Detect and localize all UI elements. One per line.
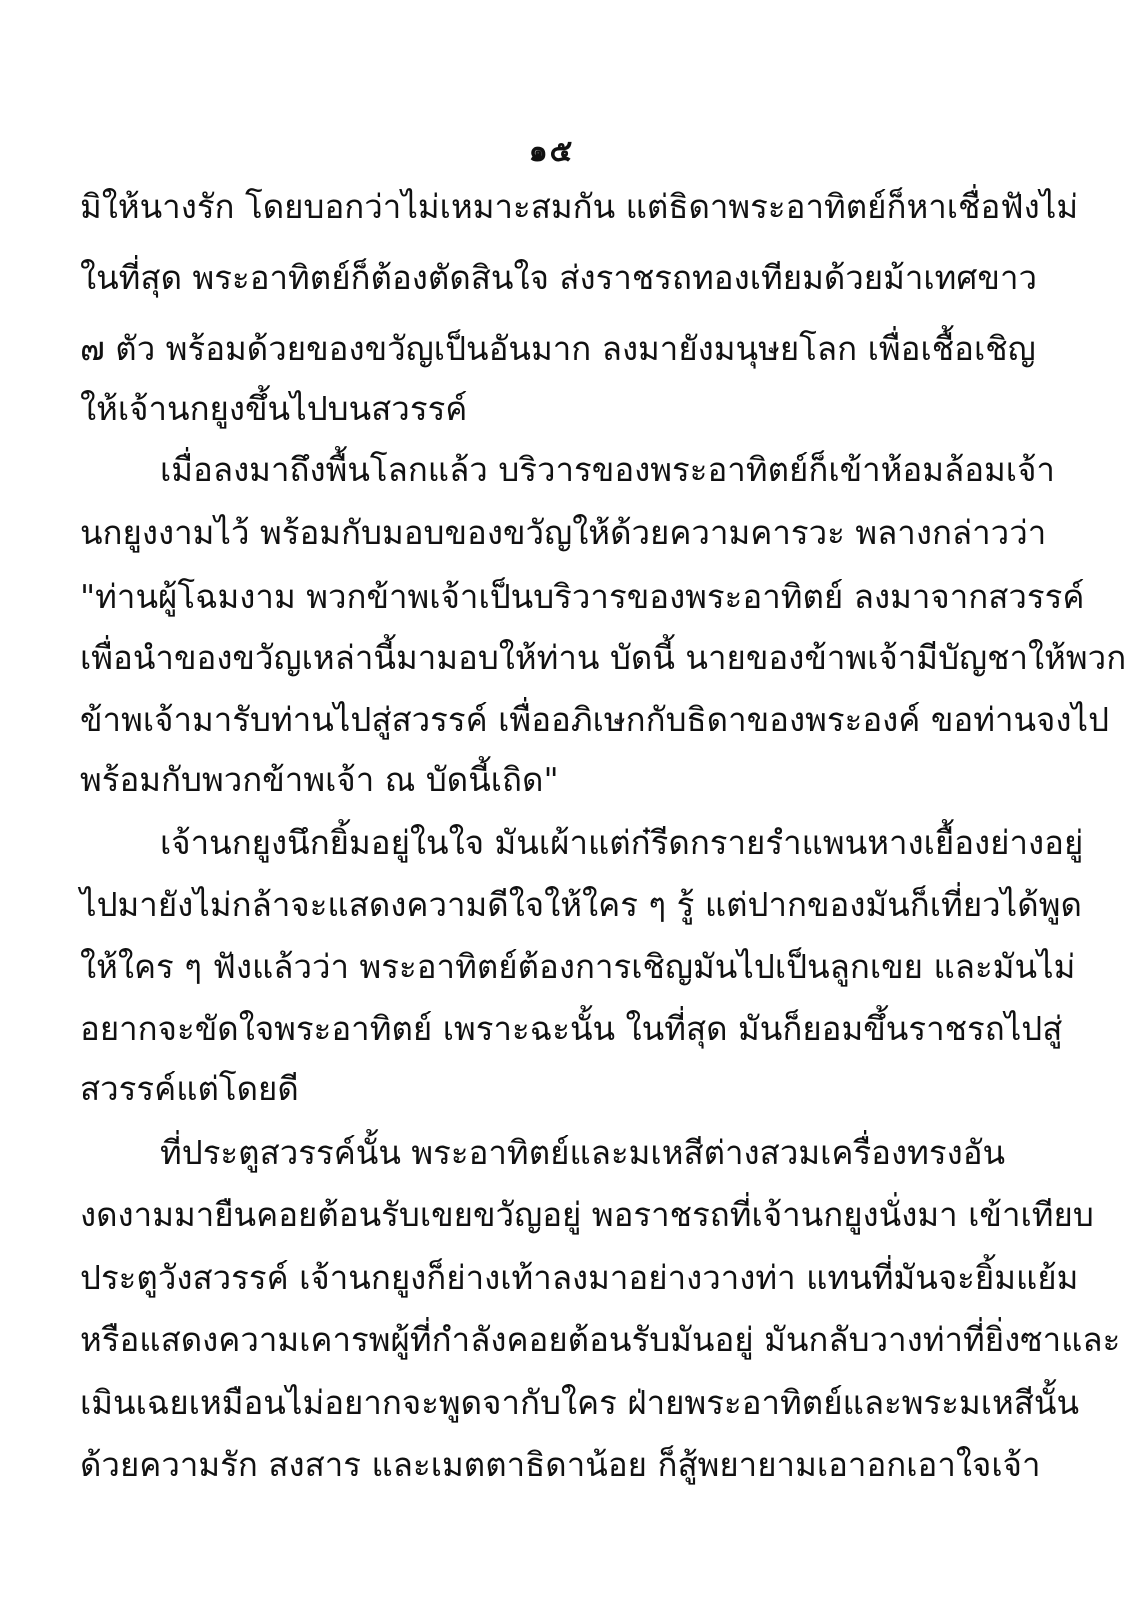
text-line: นกยูงงามไว้ พร้อมกับมอบของขวัญให้ด้วยความคารวะ พลางกล่าวว่า — [80, 513, 1047, 552]
text-line: อยากจะขัดใจพระอาทิตย์ เพราะฉะนั้น ในที่สุด มันก็ยอมขึ้นราชรถไปสู่ — [80, 1009, 1063, 1048]
text-line: ด้วยความรัก สงสาร และเมตตาธิดาน้อย ก็สู้พยายามเอาอกเอาใจเจ้า — [80, 1445, 1041, 1484]
text-line: ประตูวังสวรรค์ เจ้านกยูงก็ย่างเท้าลงมาอย่างวางท่า แทนที่มันจะยิ้มแย้ม — [80, 1258, 1079, 1297]
text-line: สวรรค์แต่โดยดี — [80, 1069, 299, 1108]
page-number: ๑๕ — [528, 134, 575, 169]
text-line: หรือแสดงความเคารพผู้ที่กำลังคอยต้อนรับมันอยู่ มันกลับวางท่าที่ยิ่งซาและ — [80, 1320, 1121, 1359]
text-line: ข้าพเจ้ามารับท่านไปสู่สวรรค์ เพื่ออภิเษกกับธิดาของพระองค์ ขอท่านจงไป — [80, 700, 1110, 739]
text-line: ในที่สุด พระอาทิตย์ก็ต้องตัดสินใจ ส่งราชรถทองเทียมด้วยม้าเทศขาว — [80, 258, 1037, 297]
text-line: ไปมายังไม่กล้าจะแสดงความดีใจให้ใคร ๆ รู้ แต่ปากของมันก็เที่ยวได้พูด — [80, 885, 1082, 924]
text-line: พร้อมกับพวกข้าพเจ้า ณ บัดนี้เถิด" — [80, 760, 559, 799]
text-line: เมินเฉยเหมือนไม่อยากจะพูดจากับใคร ฝ่ายพระอาทิตย์และพระมเหสีนั้น — [80, 1383, 1080, 1422]
text-line: เพื่อนำของขวัญเหล่านี้มามอบให้ท่าน บัดนี้ นายของข้าพเจ้ามีบัญชาให้พวก — [80, 638, 1126, 677]
paragraph-first-line: เมื่อลงมาถึงพื้นโลกแล้ว บริวารของพระอาทิตย์ก็เข้าห้อมล้อมเจ้า — [160, 450, 1055, 489]
text-line: งดงามมายืนคอยต้อนรับเขยขวัญอยู่ พอราชรถที่เจ้านกยูงนั่งมา เข้าเทียบ — [80, 1195, 1094, 1234]
paragraph-first-line: ที่ประตูสวรรค์นั้น พระอาทิตย์และมเหสีต่างสวมเครื่องทรงอัน — [160, 1133, 1006, 1172]
text-line: มิให้นางรัก โดยบอกว่าไม่เหมาะสมกัน แต่ธิดาพระอาทิตย์ก็หาเชื่อฟังไม่ — [80, 187, 1079, 226]
text-line: "ท่านผู้โฉมงาม พวกข้าพเจ้าเป็นบริวารของพระอาทิตย์ ลงมาจากสวรรค์ — [80, 577, 1085, 616]
text-line: ให้เจ้านกยูงขึ้นไปบนสวรรค์ — [80, 389, 468, 428]
text-line: ๗ ตัว พร้อมด้วยของขวัญเป็นอันมาก ลงมายังมนุษยโลก เพื่อเชื้อเชิญ — [80, 329, 1036, 368]
text-line: ให้ใคร ๆ ฟังแล้วว่า พระอาทิตย์ต้องการเชิญมันไปเป็นลูกเขย และมันไม่ — [80, 947, 1076, 986]
paragraph-first-line: เจ้านกยูงนึกยิ้มอยู่ในใจ มันเผ้าแต่ก๋รีดกรายรำแพนหางเยื้องย่างอยู่ — [160, 823, 1084, 862]
